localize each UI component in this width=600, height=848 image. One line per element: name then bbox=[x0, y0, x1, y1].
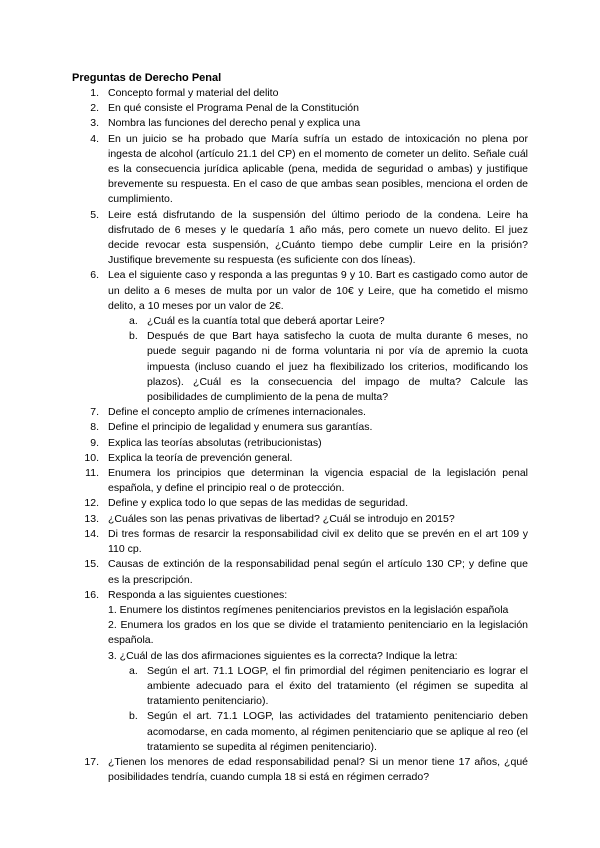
list-item: 15. Causas de extinción de la responsabilidad penal según el artículo 130 CP; y define que es la prescripción. bbox=[84, 558, 528, 586]
question-text: Lea el siguiente caso y responda a las preguntas 9 y 10. Bart es castigado como autor de un delito a 6 meses de multa por un valor de 10€ y Leire, que ha cometido el mismo delito, a 10 meses por un valor de 2€. bbox=[108, 269, 528, 312]
sub-list bbox=[108, 314, 528, 405]
question-text: En un juicio se ha probado que María sufría un estado de intoxicación no plena por ingesta de alcohol (artículo 21.1 del CP) en el momento de cometer un delito. Señale cuál es la consecuencia jurídica aplicable (pena, medida de seguridad o ambas) y justifique brevemente su respuesta. En el caso de que ambas sean posibles, menciona el orden de cumplimiento. bbox=[108, 132, 528, 206]
question-text: Explica las teorías absolutas (retribucionistas) bbox=[108, 436, 322, 449]
sub-item: a. Según el art. 71.1 LOGP, el fin primordial del régimen penitenciario es lograr el ambiente adecuado para el éxito del tratamiento (el régimen se supedita al tratamiento penitenciario). bbox=[129, 664, 528, 708]
list-item: 3. Nombra las funciones del derecho penal y explica una bbox=[90, 117, 361, 130]
list-item: 8. Define el principio de legalidad y enumera sus garantías. bbox=[90, 421, 373, 434]
list-item: 9. Explica las teorías absolutas (retribucionistas) bbox=[90, 436, 322, 449]
question-text: Leire está disfrutando de la suspensión del último periodo de la condena. Leire ha disfrutado de 6 meses y le quedaría 1 año más, pero comete un nuevo delito. El juez decide revocar esta suspensión, ¿Cuánto tiempo debe cumplir Leire en la prisión? Justifique brevemente su respuesta (es suficiente con dos líneas). bbox=[108, 208, 528, 267]
question-text: Nombra las funciones del derecho penal y explica una bbox=[108, 117, 361, 130]
list-item: 5. Leire está disfrutando de la suspensión del último periodo de la condena. Leire ha disfrutado de 6 meses y le quedaría 1 año más, pero comete un nuevo delito. El juez decide revocar esta suspensión, ¿Cuánto tiempo debe cumplir Leire en la prisión? Justifique brevemente su respuesta (es suficiente con dos líneas). bbox=[90, 208, 528, 267]
question-text: Enumera los principios que determinan la vigencia espacial de la legislación penal española, y define el principio real o de protección. bbox=[108, 467, 528, 495]
question-list bbox=[71, 86, 528, 785]
question-text: Define el concepto amplio de crímenes internacionales. bbox=[108, 406, 366, 419]
question-text: Define el principio de legalidad y enumera sus garantías. bbox=[108, 421, 373, 434]
list-item: 12. Define y explica todo lo que sepas de las medidas de seguridad. bbox=[84, 497, 409, 510]
question-text: Causas de extinción de la responsabilidad penal según el artículo 130 CP; y define que es la prescripción. bbox=[108, 558, 528, 586]
list-item: 2. En qué consiste el Programa Penal de la Constitución bbox=[90, 102, 359, 115]
list-item: 6. Lea el siguiente caso y responda a las preguntas 9 y 10. Bart es castigado como autor de un delito a 6 meses de multa por un valor de 10€ y Leire, que ha cometido el mismo delito, a 10 meses por un valor de 2€. a. ¿Cuál es la cuantía total que deberá aportar Leire? b. Después de que Bart haya satisfecho la cuota de multa durante 6 meses, no puede seguir pagando ni de forma voluntaria ni por vía de apremio la cuota impuesta (incluso cuando el juez ha flexibilizado los criterios, modificando los plazos). ¿Cuál es la consecuencia del impago de multa? Calcule las posibilidades de cumplimiento de la pena de multa? bbox=[71, 268, 528, 405]
question-text: Explica la teoría de prevención general. bbox=[108, 451, 293, 464]
sub-question: 3. ¿Cuál de las dos afirmaciones siguientes es la correcta? Indique la letra: bbox=[108, 649, 458, 662]
question-text: Concepto formal y material del delito bbox=[108, 87, 279, 99]
list-item: 7. Define el concepto amplio de crímenes internacionales. bbox=[90, 406, 366, 419]
question-text: En qué consiste el Programa Penal de la Constitución bbox=[108, 102, 359, 115]
question-text: Di tres formas de resarcir la responsabilidad civil ex delito que se prevén en el art 109 y 110 cp. bbox=[108, 527, 528, 556]
list-item: 10. Explica la teoría de prevención general. bbox=[84, 451, 293, 464]
question-text: Define y explica todo lo que sepas de las medidas de seguridad. bbox=[108, 497, 409, 510]
question-text: Responda a las siguientes cuestiones: bbox=[108, 588, 288, 601]
list-item: 17. ¿Tienen los menores de edad responsabilidad penal? Si un menor tiene 17 años, ¿qué posibilidades tendría, cuando cumpla 18 si está en régimen cerrado? bbox=[84, 755, 528, 784]
list-item: 11. Enumera los principios que determinan la vigencia espacial de la legislación penal española, y define el principio real o de protección. bbox=[85, 467, 528, 495]
sub-list bbox=[108, 664, 528, 755]
question-text: ¿Cuáles son las penas privativas de libertad? ¿Cuál se introdujo en 2015? bbox=[108, 512, 455, 525]
sub-item: b. Después de que Bart haya satisfecho la cuota de multa durante 6 meses, no puede seguir pagando ni de forma voluntaria ni por vía de apremio la cuota impuesta (incluso cuando el juez ha flexibilizado los criterios, modificando los plazos). ¿Cuál es la consecuencia del impago de multa? Calcule las posibilidades de cumplimiento de la pena de multa? bbox=[129, 330, 528, 404]
list-item: 1. Concepto formal y material del delito bbox=[90, 87, 279, 99]
sub-question: 2. Enumera los grados en los que se divide el tratamiento penitenciario en la legislación española. bbox=[108, 619, 528, 647]
page-title: Preguntas de Derecho Penal bbox=[72, 72, 222, 84]
sub-item: b. Según el art. 71.1 LOGP, las actividades del tratamiento penitenciario deben acomodarse, en cada momento, al régimen penitenciario que se aplique al reo (el tratamiento se supedita al régimen penitenciario). bbox=[129, 710, 528, 753]
list-item: 4. En un juicio se ha probado que María sufría un estado de intoxicación no plena por ingesta de alcohol (artículo 21.1 del CP) en el momento de cometer un delito. Señale cuál es la consecuencia jurídica aplicable (pena, medida de seguridad o ambas) y justifique brevemente su respuesta. En el caso de que ambas sean posibles, menciona el orden de cumplimiento. bbox=[90, 132, 528, 206]
list-item: 13. ¿Cuáles son las penas privativas de libertad? ¿Cuál se introdujo en 2015? bbox=[84, 512, 455, 525]
sub-item: a. ¿Cuál es la cuantía total que deberá aportar Leire? bbox=[129, 315, 385, 328]
list-item: 16. Responda a las siguientes cuestiones: 1. Enumere los distintos regímenes penitenciarios previstos en la legislación española 2. Enumera los grados en los que se divide el tratamiento penitenciario en la legislación española. 3. ¿Cuál de las dos afirmaciones siguientes es la correcta? Indique la letra: a. Según el art. 71.1 LOGP, el fin primordial del régimen penitenciario es lograr el ambiente adecuado para el éxito del tratamiento (el régimen se supedita al tratamiento penitenciario). b. Según el art. 71.1 LOGP, las actividades del tratamiento penitenciario deben acomodarse, en cada momento, al régimen penitenciario que se aplique al reo (el tratamiento se supedita al régimen penitenciario). bbox=[71, 588, 528, 755]
sub-question: 1. Enumere los distintos regímenes penitenciarios previstos en la legislación española bbox=[108, 603, 509, 616]
question-text: ¿Tienen los menores de edad responsabilidad penal? Si un menor tiene 17 años, ¿qué posibilidades tendría, cuando cumpla 18 si está en régimen cerrado? bbox=[108, 755, 528, 784]
list-item: 14. Di tres formas de resarcir la responsabilidad civil ex delito que se prevén en el art 109 y 110 cp. bbox=[84, 527, 528, 556]
